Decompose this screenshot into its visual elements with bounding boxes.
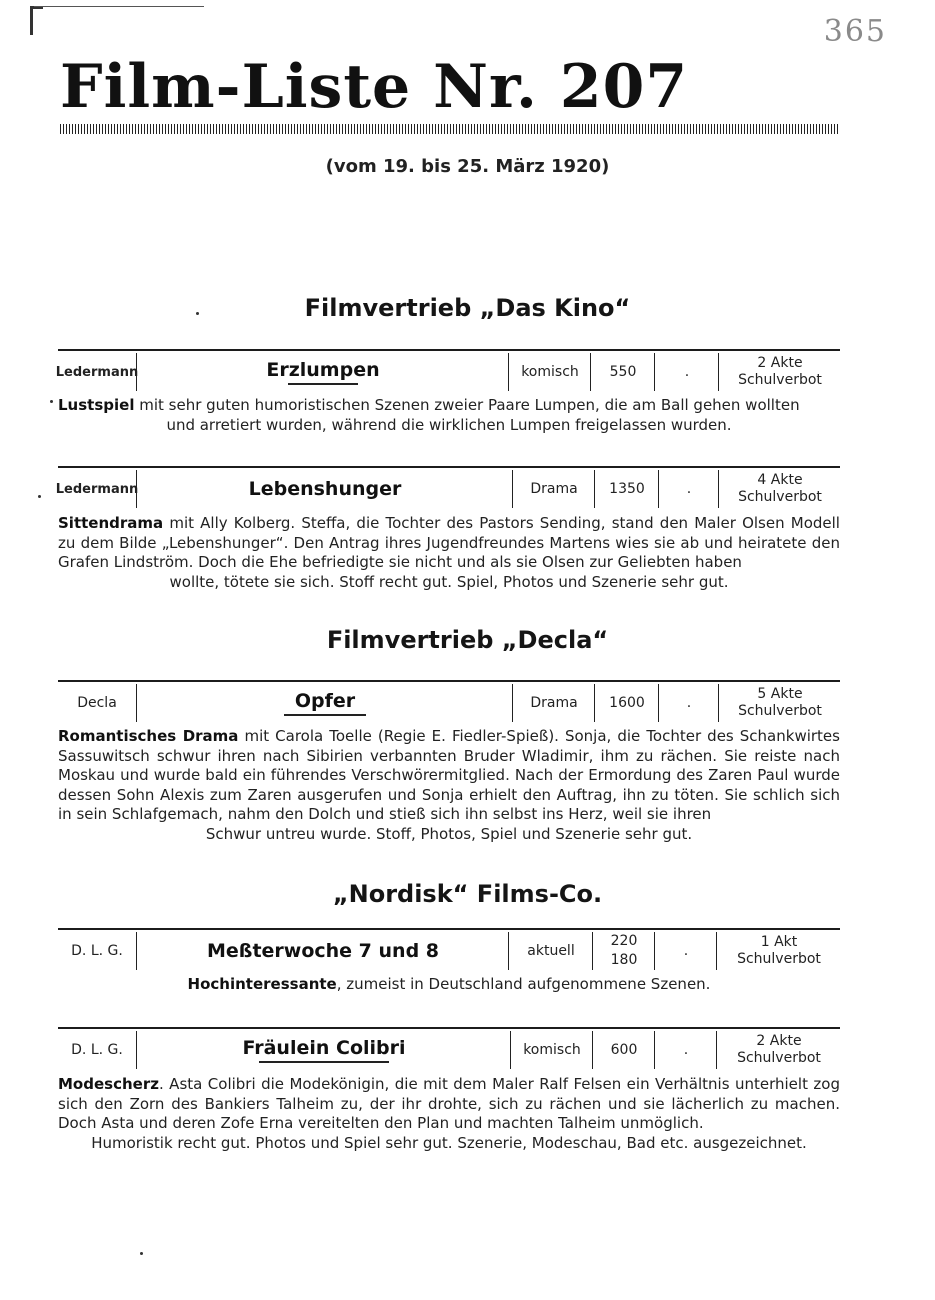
description-last-line: und arretiert wurden, während die wirklichen Lumpen freigelassen wurden. bbox=[166, 415, 732, 434]
film-acts bbox=[716, 932, 841, 970]
description-last-line: Schwur untreu wurde. Stoff, Photos, Spiel und Szenerie sehr gut. bbox=[205, 824, 693, 843]
film-row-opfer bbox=[58, 680, 840, 720]
title-underline bbox=[284, 714, 366, 716]
top-rule bbox=[34, 6, 204, 7]
title-underline bbox=[259, 1061, 389, 1063]
film-title bbox=[136, 684, 513, 722]
distributor-heading-nordisk: „Nordisk“ Films-Co. bbox=[332, 880, 603, 908]
film-description bbox=[58, 727, 840, 845]
film-acts bbox=[716, 1031, 841, 1069]
description-body: mit Carola Toelle (Regie E. Fiedler-Spieß). Sonja, die Tochter des Schankwirtes Sassuwitsch schwur ihren nach Sibirien verbannten Bruder Wladimir, ihm zu rächen. Sie reiste nach Moskau und wurde bald ein führendes Verschwörermitglied. Nach der Ermordung des Zaren Paul wurde dessen Sohn Alexis zum Zaren ausgerufen und Sonja erhielt den Auftrag, ihn zu töten. Sie schlich sich in sein Schlafgemach, nahm den Dolch und stieß sich ihn selbst ins Herz, weil sie ihren bbox=[58, 727, 840, 824]
description-body: mit Ally Kolberg. Steffa, die Tochter des Pastors Sending, stand den Maler Olsen Modell zu dem Bilde „Lebenshunger“. Den Antrag ihres Jugendfreundes Martens wies sie ab und heiratete den Grafen Lindström. Doch die Ehe befriedigte sie nicht und als sie Olsen zur Geliebten haben bbox=[58, 514, 840, 572]
film-row-fraeulein-colibri bbox=[58, 1027, 840, 1067]
restriction: Schulverbot bbox=[738, 372, 822, 388]
acts-count: 1 Akt bbox=[760, 934, 798, 950]
description-last-line: Humoristik recht gut. Photos und Spiel sehr gut. Szenerie, Modeschau, Bad etc. ausgezeichnet. bbox=[91, 1133, 807, 1152]
film-rating: . bbox=[658, 684, 719, 722]
description-lead: Romantisches Drama bbox=[58, 727, 239, 745]
film-length: 600 bbox=[592, 1031, 655, 1069]
scan-speck bbox=[50, 400, 53, 403]
description-lead: Lustspiel bbox=[58, 396, 135, 414]
film-rating: . bbox=[654, 1031, 717, 1069]
film-description bbox=[58, 975, 840, 995]
acts-count: 2 Akte bbox=[757, 355, 803, 371]
film-row-erzlumpen bbox=[55, 349, 840, 389]
film-acts bbox=[718, 470, 841, 508]
film-length: 550 bbox=[590, 353, 655, 391]
description-body: , zumeist in Deutschland aufgenommene Szenen. bbox=[336, 975, 711, 993]
restriction: Schulverbot bbox=[738, 703, 822, 719]
page-subtitle: (vom 19. bis 25. März 1920) bbox=[325, 156, 610, 177]
acts-count: 4 Akte bbox=[757, 472, 803, 488]
film-row-lebenshunger bbox=[55, 466, 840, 506]
corner-mark bbox=[30, 6, 43, 35]
film-acts bbox=[718, 353, 841, 391]
film-title bbox=[136, 1031, 511, 1069]
description-last-line: wollte, tötete sie sich. Stoff recht gut. Spiel, Photos und Szenerie sehr gut. bbox=[169, 572, 729, 591]
title-underline bbox=[288, 383, 358, 385]
restriction: Schulverbot bbox=[737, 1050, 821, 1066]
film-genre: aktuell bbox=[508, 932, 593, 970]
film-genre: komisch bbox=[510, 1031, 593, 1069]
film-genre: Drama bbox=[512, 470, 595, 508]
acts-count: 2 Akte bbox=[756, 1033, 802, 1049]
film-acts bbox=[718, 684, 841, 722]
description-lead: Modescherz bbox=[58, 1075, 159, 1093]
film-description bbox=[58, 1075, 840, 1153]
description-lead: Hochinteressante bbox=[187, 975, 337, 993]
film-description bbox=[58, 514, 840, 592]
film-rating: . bbox=[654, 932, 717, 970]
film-distributor: D. L. G. bbox=[71, 943, 123, 959]
film-length bbox=[592, 932, 655, 970]
film-genre: Drama bbox=[512, 684, 595, 722]
distributor-heading-decla: Filmvertrieb „Decla“ bbox=[326, 626, 609, 654]
film-length: 1600 bbox=[594, 684, 659, 722]
page-title: Film-Liste Nr. 207 bbox=[60, 52, 689, 122]
title-hatch-rule bbox=[60, 124, 840, 134]
description-body: . Asta Colibri die Modekönigin, die mit dem Maler Ralf Felsen ein Verhältnis unterhielt zog sich den Zorn des Bankiers Talheim zu, der ihr drohte, sich zu rächen und sie lächerlich zu machen. Doch Asta und deren Zofe Erna vereitelten den Plan und machten Talheim unmöglich. bbox=[58, 1075, 840, 1133]
film-distributor: D. L. G. bbox=[71, 1042, 123, 1058]
scan-speck bbox=[196, 312, 199, 315]
film-genre: komisch bbox=[508, 353, 591, 391]
film-title-text: Fräulein Colibri bbox=[242, 1037, 406, 1059]
description-body: mit sehr guten humoristischen Szenen zweier Paare Lumpen, die am Ball gehen wollten bbox=[139, 396, 800, 414]
film-distributor: Ledermann bbox=[55, 364, 139, 380]
film-length: 1350 bbox=[594, 470, 659, 508]
length-part-1: 220 bbox=[610, 933, 638, 949]
description-lead: Sittendrama bbox=[58, 514, 164, 532]
scan-speck bbox=[38, 495, 41, 498]
archive-number: 365 bbox=[823, 14, 887, 49]
film-rating: . bbox=[658, 470, 719, 508]
film-title-text: Erzlumpen bbox=[266, 359, 380, 381]
distributor-heading-das-kino: Filmvertrieb „Das Kino“ bbox=[304, 294, 631, 322]
film-rating: . bbox=[654, 353, 719, 391]
film-distributor: Decla bbox=[77, 695, 117, 711]
film-title: Lebenshunger bbox=[136, 470, 513, 508]
film-title: Meßterwoche 7 und 8 bbox=[136, 932, 509, 970]
film-description bbox=[58, 396, 840, 435]
restriction: Schulverbot bbox=[737, 951, 821, 967]
film-row-messterwoche bbox=[58, 928, 840, 968]
restriction: Schulverbot bbox=[738, 489, 822, 505]
film-title-text: Opfer bbox=[294, 690, 356, 712]
film-distributor: Ledermann bbox=[55, 481, 139, 497]
length-part-2: 180 bbox=[610, 952, 638, 968]
acts-count: 5 Akte bbox=[757, 686, 803, 702]
film-title bbox=[136, 353, 509, 391]
scan-speck bbox=[140, 1252, 143, 1255]
